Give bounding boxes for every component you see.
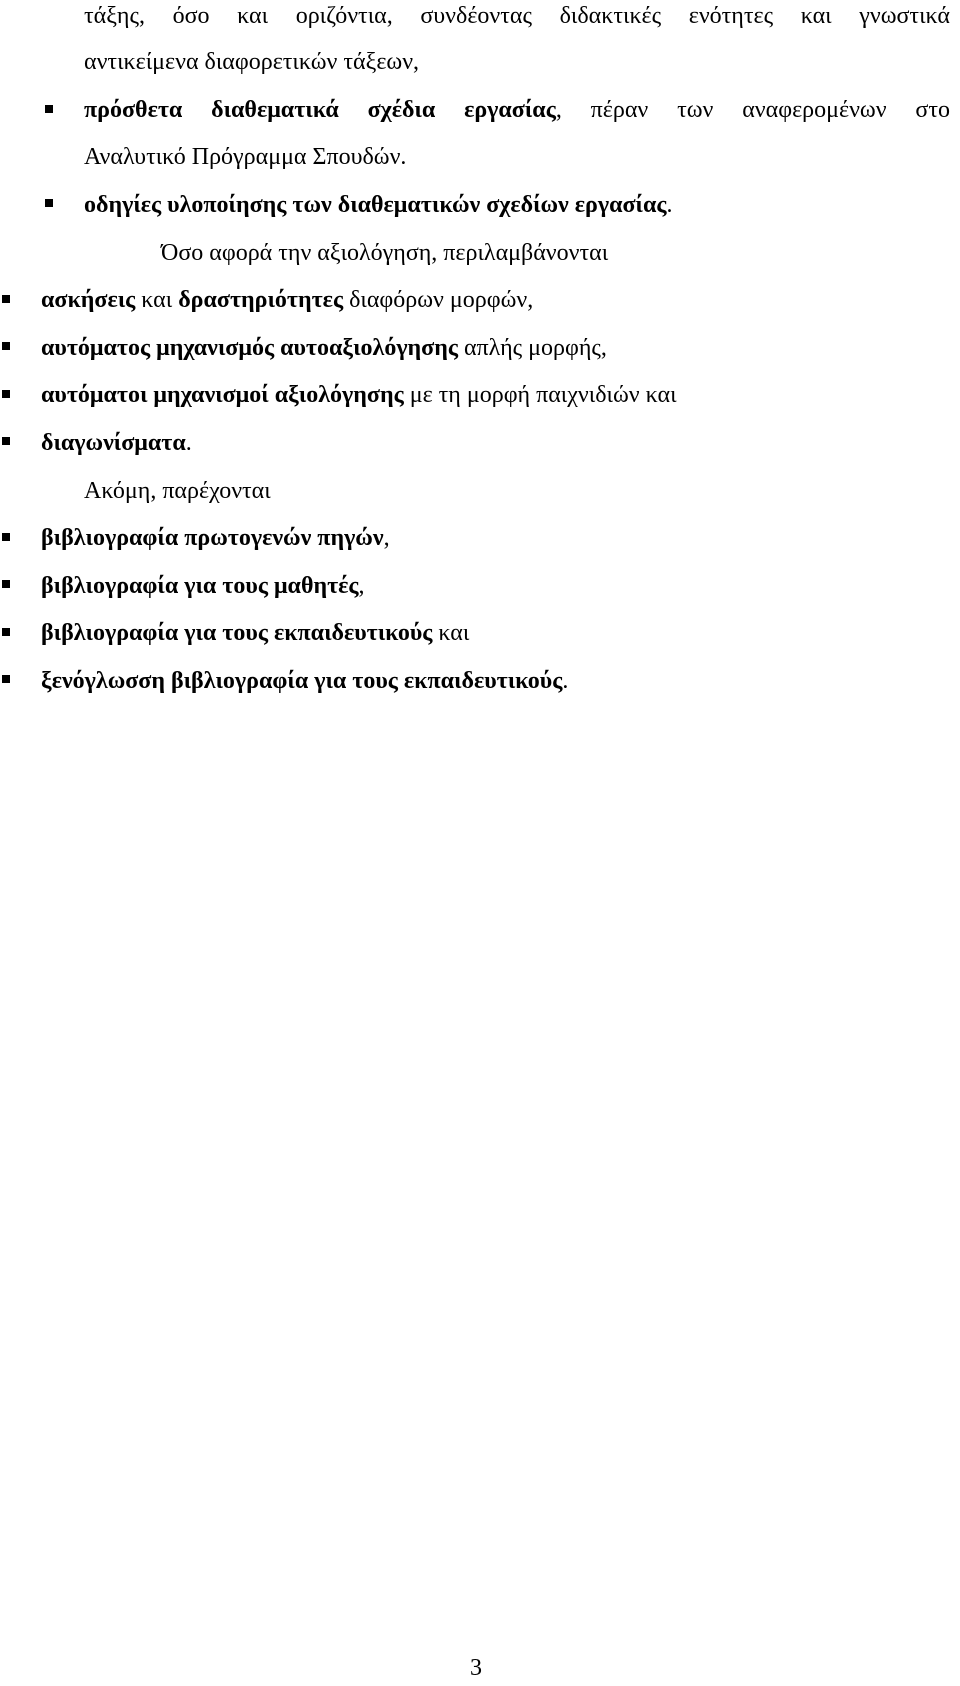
list-item-text: .: [666, 192, 673, 218]
list-item-text: .: [185, 430, 192, 456]
page-number: 3: [470, 1655, 482, 1681]
bold-term: ξενόγλωσση βιβλιογραφία για τους εκπαιδευτικούς: [41, 668, 563, 694]
list-item-text: ,: [383, 525, 390, 551]
bold-term: οδηγίες υλοποίησης των διαθεματικών σχεδίων εργασίας: [84, 192, 667, 218]
list-item: [41, 572, 365, 600]
list-item: [84, 191, 673, 219]
list-item: [41, 524, 390, 552]
bullet-icon: [2, 675, 10, 683]
bold-term: δραστηριότητες: [178, 287, 344, 313]
bullet-icon: [45, 199, 53, 207]
list-item: [41, 381, 677, 409]
bold-term: βιβλιογραφία για τους μαθητές: [41, 573, 359, 599]
paragraph-line: τάξης, όσο και οριζόντια, συνδέοντας διδακτικές ενότητες και γνωστικά: [84, 3, 950, 29]
bold-term: πρόσθετα διαθεματικά σχέδια εργασίας: [84, 97, 556, 123]
list-item: [41, 429, 192, 457]
section-heading: Όσο αφορά την αξιολόγηση, περιλαμβάνονται: [161, 240, 609, 266]
list-item-text: με τη μορφή παιχνιδιών και: [403, 382, 677, 408]
list-item: [41, 619, 469, 647]
bold-term: βιβλιογραφία για τους εκπαιδευτικούς: [41, 620, 433, 646]
bullet-icon: [2, 437, 10, 445]
list-item-text: , πέραν των αναφερομένων στο: [555, 97, 951, 123]
list-item-text: απλής μορφής,: [457, 335, 607, 361]
bold-term: βιβλιογραφία πρωτογενών πηγών: [41, 525, 384, 551]
bold-term: αυτόματοι μηχανισμοί αξιολόγησης: [41, 382, 404, 408]
list-item-text: .: [562, 668, 569, 694]
list-item-text: διαφόρων μορφών,: [343, 287, 534, 313]
list-item: [84, 96, 950, 124]
list-item-continuation: Αναλυτικό Πρόγραμμα Σπουδών.: [84, 144, 407, 170]
bullet-icon: [2, 628, 10, 636]
bullet-icon: [2, 295, 10, 303]
section-heading: Ακόμη, παρέχονται: [84, 478, 271, 504]
list-item-text: και: [135, 287, 179, 313]
bullet-icon: [2, 580, 10, 588]
list-item: [41, 286, 533, 314]
bold-term: αυτόματος μηχανισμός αυτοαξιολόγησης: [41, 335, 458, 361]
bullet-icon: [45, 105, 53, 113]
bold-term: ασκήσεις: [41, 287, 136, 313]
bullet-icon: [2, 342, 10, 350]
bold-term: διαγωνίσματα: [41, 430, 186, 456]
list-item: [41, 667, 568, 695]
list-item-text: και: [432, 620, 470, 646]
bullet-icon: [2, 533, 10, 541]
bullet-icon: [2, 390, 10, 398]
list-item: [41, 334, 607, 362]
paragraph-line: αντικείμενα διαφορετικών τάξεων,: [84, 49, 420, 75]
list-item-text: ,: [358, 573, 365, 599]
